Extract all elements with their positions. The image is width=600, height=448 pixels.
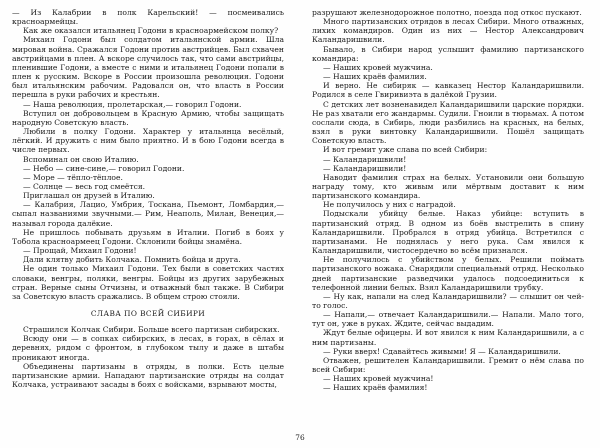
paragraph: Михаил Годони был солдатом итальянской армии. Шла мировая война. Сражался Годони против австрийцев. Был схвачен австрийцами в плен. А вскоре случилось так, что сами австрийцы, пленившие Годони, а вместе с ними и итальянец Годони попали в плен к русским. Вскоре в России произошла революция. Годони был итальянским рабочим. Радовался он, что власть в России перешла в руки рабочих и крестьян.: [12, 35, 284, 100]
paragraph: — Солнце — весь год смеётся.: [23, 181, 146, 191]
paragraph: — Наших кровей мужчина!: [323, 374, 434, 384]
paragraph: Бывало, в Сибири народ услышит фамилию партизанского командира:: [312, 44, 584, 63]
paragraph: Не пришлось побывать друзьям в Италии. Погиб в боях у Тобола красноармеец Годони. Склонили бойцы знамёна.: [12, 227, 284, 246]
paragraph: Объединены партизаны в отряды, в полки. Есть целые партизанские армии. Нападают партизанские отряды на солдат Колчака, устраивают засады в боях с войсками, взрывают мосты,: [12, 361, 284, 390]
paragraph: — Каландаришвили!: [323, 163, 407, 173]
paragraph: — Ну как, напали на след Каландаришвили? — слышит он чей-то голос.: [312, 291, 584, 310]
paragraph: — Наших кровей мужчина.: [323, 62, 433, 72]
paragraph: Как же оказался итальянец Годони в красноармейском полку?: [23, 26, 279, 36]
section-heading: СЛАВА ПО ВСЕЙ СИБИРИ: [90, 309, 206, 318]
paragraph: — Наших краёв фамилия.: [323, 72, 427, 82]
left-column: [12, 8, 284, 389]
paragraph: — Наша революция, пролетарская,— говорил Годони.: [23, 99, 242, 109]
paragraph: — Наших краёв фамилия!: [323, 383, 428, 393]
paragraph: И верно. Не сибиряк — кавказец Нестор Каландаришвили. Родился в селе Гвиривиэта в далёкой Грузии.: [312, 81, 584, 100]
right-column: [312, 8, 584, 393]
paragraph: С детских лет возненавидел Каландаришвили царские порядки. Не раз хватали его жандармы. Судили. Гноили в тюрьмах. А потом сослали сюда, в Сибирь, люди разбились на красных, на белых, взял в руки винтовку Каландаришвили. Пошёл защищать Советскую власть.: [312, 99, 584, 146]
paragraph: Много партизанских отрядов в лесах Сибири. Много отважных, лихих командиров. Один из них — Нестор Александрович Каландаришвили.: [312, 17, 584, 45]
paragraph: И вот гремит уже слава по всей Сибири:: [323, 145, 488, 155]
paragraph: Отважен, решителен Каландаришвили. Гремит о нём слава по всей Сибири:: [312, 355, 584, 375]
paragraph: Приглашал он друзей в Италию.: [23, 191, 155, 201]
paragraph: разрушают железнодорожное полотно, поезда под откос пускают.: [312, 8, 582, 17]
paragraph: Подыскали убийцу белые. Наказ убийце: вступить в партизанский отряд. В одном из боёв выстрелить в спину Каландаришвили. Пробрался в отряд убийца. Встретился с партизанами. Не поднялась у него рука. Сам явился к Каландаришвили, чистосердечно во всём признался.: [312, 209, 584, 256]
paragraph: Вступил он добровольцем в Красную Армию, чтобы защищать народную Советскую власть.: [12, 108, 284, 127]
paragraph: Всюду они — в сопках сибирских, в лесах, в горах, в сёлах и деревнях, рядом с фронтом, в глубоком тылу и даже в штабы проникают иногда.: [12, 334, 284, 362]
page-number: 76: [295, 433, 305, 442]
paragraph: Вспоминал он свою Италию.: [23, 154, 139, 164]
paragraph: Любили в полку Годони. Характер у итальянца весёлый, лёгкий. И дружить с ним было приятно. И в бою Годони всегда в числе первых.: [12, 127, 284, 155]
paragraph: — Калабрия, Лацио, Умбрия, Тоскана, Пьемонт, Ломбардия,— сыпал названиями звучными.— Рим, Неаполь, Милан, Венеция,— называл города далёкие.: [12, 200, 284, 228]
paragraph: — Небо — сине-сине,— говорил Годони.: [23, 163, 185, 173]
paragraph: — Прощай, Михаил Годони!: [23, 246, 137, 256]
paragraph: Ждут белые офицеры. И вот явился к ним Каландаришвили, а с ним партизаны.: [312, 328, 584, 347]
paragraph: Не один только Михаил Годони. Тех были в советских частях словаки, венгры, поляки, венгры. Бойцы из других зарубежных стран. Верные сыны Отчизны, и отважный был также. В Сибири за Советскую власть сражались. В общем строю стояли.: [12, 264, 284, 301]
paragraph: Наводит фамилия страх на белых. Установили они большую награду тому, кто живым или мёртвым доставит к ним партизанского командира.: [312, 172, 584, 201]
paragraph: — Руки вверх! Сдавайтесь живыми! Я — Каландаришвили.: [323, 346, 561, 356]
paragraph: Не получилось у них с наградой.: [323, 200, 456, 210]
paragraph: Не получилось с убийством у белых. Решили поймать партизанского вожака. Снарядили специальный отряд. Несколько дней партизанские разведчики удалось подсоединиться к телефонной линии белых. Взял Каландаришвили трубку.: [312, 255, 584, 292]
paragraph: Страшился Колчак Сибири. Больше всего партизан сибирских.: [23, 325, 280, 335]
paragraph: Дали клятву добить Колчака. Помнить бойца и друга.: [23, 255, 241, 265]
paragraph: — Из Калабрии в полк Карельский! — посмеивались красноармейцы.: [12, 8, 284, 27]
paragraph: — Каландаришвили!: [323, 154, 407, 164]
paragraph: — Море — тёпло-тёплое.: [23, 172, 123, 182]
paragraph: — Напали,— отвечает Каландаришвили.— Напали. Мало того, тут он, уже в руках. Ждите, сейчас выдадим.: [312, 310, 584, 329]
